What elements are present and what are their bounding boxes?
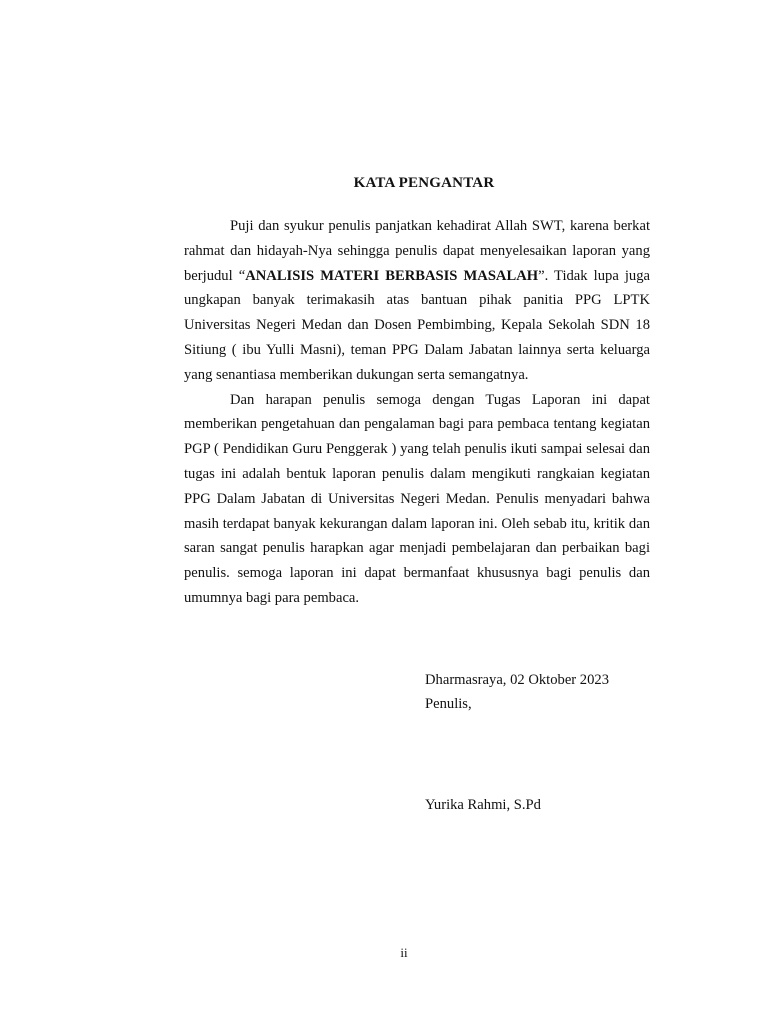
signature-name: Yurika Rahmi, S.Pd — [425, 797, 541, 813]
document-body — [184, 214, 650, 611]
page-number: ii — [400, 945, 408, 960]
paragraph-1-intro: Puji dan syukur penulis panjatkan kehadirat Allah SWT, karena berkat rahmat dan hidayah-Nya sehingga penulis dapat menyelesaikan laporan yang berjudul “ — [184, 218, 650, 284]
paragraph-1 — [184, 214, 650, 388]
page-title: KATA PENGANTAR — [353, 175, 495, 191]
signature-place-date: Dharmasraya, 02 Oktober 2023 — [425, 672, 609, 688]
report-title: ANALISIS MATERI BERBASIS MASALAH — [245, 267, 539, 284]
paragraph-2: Dan harapan penulis semoga dengan Tugas Laporan ini dapat memberikan pengetahuan dan pengalaman bagi para pembaca tentang kegiatan PGP ( Pendidikan Guru Penggerak ) yang telah penulis ikuti sampai selesai dan tugas ini adalah bentuk laporan penulis dalam mengikuti rangkaian kegiatan PPG Dalam Jabatan di Universitas Negeri Medan. Penulis menyadari bahwa masih terdapat banyak kekurangan dalam laporan ini. Oleh sebab itu, kritik dan saran sangat penulis harapkan agar menjadi pembelajaran dan perbaikan bagi penulis. semoga laporan ini dapat bermanfaat khususnya bagi penulis dan umumnya bagi para pembaca. — [184, 391, 650, 606]
paragraph-1-rest: ”. Tidak lupa juga ungkapan banyak terimakasih atas bantuan pihak panitia PPG LPTK Universitas Negeri Medan dan Dosen Pembimbing, Kepala Sekolah SDN 18 Sitiung ( ibu Yulli Masni), teman PPG Dalam Jabatan lainnya serta keluarga yang senantiasa memberikan dukungan serta semangatnya. — [184, 267, 651, 383]
signature-role: Penulis, — [425, 696, 472, 712]
